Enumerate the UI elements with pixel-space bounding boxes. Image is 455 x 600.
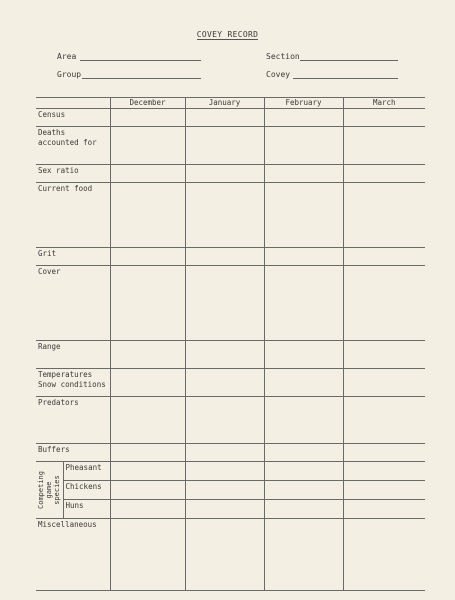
section-field[interactable] xyxy=(300,60,398,61)
cell-sex-ratio-january[interactable] xyxy=(185,165,264,183)
cell-current-food-february[interactable] xyxy=(264,183,343,248)
month-header-december: December xyxy=(110,98,185,109)
cell-current-food-march[interactable] xyxy=(343,183,425,248)
row-current-food xyxy=(36,183,425,248)
row-label-current-food: Current food xyxy=(36,183,110,248)
cell-pheasant-february[interactable] xyxy=(264,462,343,481)
corner-cell xyxy=(36,98,110,109)
cell-miscellaneous-december[interactable] xyxy=(110,519,185,591)
row-label-grit: Grit xyxy=(36,248,110,266)
cell-miscellaneous-february[interactable] xyxy=(264,519,343,591)
cell-miscellaneous-march[interactable] xyxy=(343,519,425,591)
row-label-deaths: Deaths accounted for xyxy=(36,127,110,165)
row-buffers xyxy=(36,444,425,462)
cell-pheasant-march[interactable] xyxy=(343,462,425,481)
row-sex-ratio xyxy=(36,165,425,183)
cell-census-january[interactable] xyxy=(185,109,264,127)
cell-range-march[interactable] xyxy=(343,341,425,369)
row-chickens xyxy=(36,481,425,500)
row-label-census: Census xyxy=(36,109,110,127)
cell-deaths-february[interactable] xyxy=(264,127,343,165)
cell-current-food-january[interactable] xyxy=(185,183,264,248)
cell-temperatures-december[interactable] xyxy=(110,369,185,397)
cell-sex-ratio-february[interactable] xyxy=(264,165,343,183)
cell-huns-december[interactable] xyxy=(110,500,185,519)
cell-deaths-march[interactable] xyxy=(343,127,425,165)
cell-buffers-march[interactable] xyxy=(343,444,425,462)
cell-cover-february[interactable] xyxy=(264,266,343,341)
row-label-chickens: Chickens xyxy=(63,481,110,500)
cell-cover-march[interactable] xyxy=(343,266,425,341)
cell-predators-january[interactable] xyxy=(185,397,264,444)
month-header-march: March xyxy=(343,98,425,109)
cell-chickens-march[interactable] xyxy=(343,481,425,500)
cell-grit-january[interactable] xyxy=(185,248,264,266)
row-label-pheasant: Pheasant xyxy=(63,462,110,481)
row-predators xyxy=(36,397,425,444)
cell-sex-ratio-december[interactable] xyxy=(110,165,185,183)
section-label: Section xyxy=(266,52,300,61)
cell-pheasant-december[interactable] xyxy=(110,462,185,481)
competing-species-label: Competing game species xyxy=(37,471,62,509)
cell-chickens-january[interactable] xyxy=(185,481,264,500)
cell-huns-february[interactable] xyxy=(264,500,343,519)
cell-deaths-january[interactable] xyxy=(185,127,264,165)
row-pheasant xyxy=(36,462,425,481)
cell-temperatures-february[interactable] xyxy=(264,369,343,397)
row-label-cover: Cover xyxy=(36,266,110,341)
cell-grit-february[interactable] xyxy=(264,248,343,266)
row-label-range: Range xyxy=(36,341,110,369)
cell-grit-march[interactable] xyxy=(343,248,425,266)
cell-buffers-december[interactable] xyxy=(110,444,185,462)
row-label-sex-ratio: Sex ratio xyxy=(36,165,110,183)
cell-miscellaneous-january[interactable] xyxy=(185,519,264,591)
cell-chickens-december[interactable] xyxy=(110,481,185,500)
row-label-buffers: Buffers xyxy=(36,444,110,462)
row-label-miscellaneous: Miscellaneous xyxy=(36,519,110,591)
cell-grit-december[interactable] xyxy=(110,248,185,266)
cell-buffers-february[interactable] xyxy=(264,444,343,462)
competing-species-group xyxy=(36,462,63,519)
cell-buffers-january[interactable] xyxy=(185,444,264,462)
cell-huns-march[interactable] xyxy=(343,500,425,519)
cell-sex-ratio-march[interactable] xyxy=(343,165,425,183)
record-table xyxy=(36,97,425,591)
cell-predators-march[interactable] xyxy=(343,397,425,444)
covey-label: Covey xyxy=(266,70,291,79)
cell-census-december[interactable] xyxy=(110,109,185,127)
cell-deaths-december[interactable] xyxy=(110,127,185,165)
form-title: COVEY RECORD xyxy=(196,30,259,39)
row-range xyxy=(36,341,425,369)
row-temperatures xyxy=(36,369,425,397)
row-huns xyxy=(36,500,425,519)
cell-range-december[interactable] xyxy=(110,341,185,369)
month-header-february: February xyxy=(264,98,343,109)
cell-predators-december[interactable] xyxy=(110,397,185,444)
cell-range-february[interactable] xyxy=(264,341,343,369)
cell-temperatures-march[interactable] xyxy=(343,369,425,397)
row-label-predators: Predators xyxy=(36,397,110,444)
row-grit xyxy=(36,248,425,266)
cell-predators-february[interactable] xyxy=(264,397,343,444)
cell-chickens-february[interactable] xyxy=(264,481,343,500)
cell-range-january[interactable] xyxy=(185,341,264,369)
cell-pheasant-january[interactable] xyxy=(185,462,264,481)
row-cover xyxy=(36,266,425,341)
group-field[interactable] xyxy=(82,78,201,79)
cell-temperatures-january[interactable] xyxy=(185,369,264,397)
area-field[interactable] xyxy=(80,60,201,61)
group-label: Group xyxy=(57,70,82,79)
cell-census-february[interactable] xyxy=(264,109,343,127)
row-label-huns: Huns xyxy=(63,500,110,519)
month-header-january: January xyxy=(185,98,264,109)
area-label: Area xyxy=(57,52,77,61)
row-deaths xyxy=(36,127,425,165)
cell-huns-january[interactable] xyxy=(185,500,264,519)
row-census xyxy=(36,109,425,127)
cell-cover-december[interactable] xyxy=(110,266,185,341)
covey-field[interactable] xyxy=(293,78,398,79)
row-miscellaneous xyxy=(36,519,425,591)
cell-cover-january[interactable] xyxy=(185,266,264,341)
row-label-temperatures: Temperatures Snow conditions xyxy=(36,369,110,397)
cell-census-march[interactable] xyxy=(343,109,425,127)
month-header-row xyxy=(36,98,425,109)
cell-current-food-december[interactable] xyxy=(110,183,185,248)
